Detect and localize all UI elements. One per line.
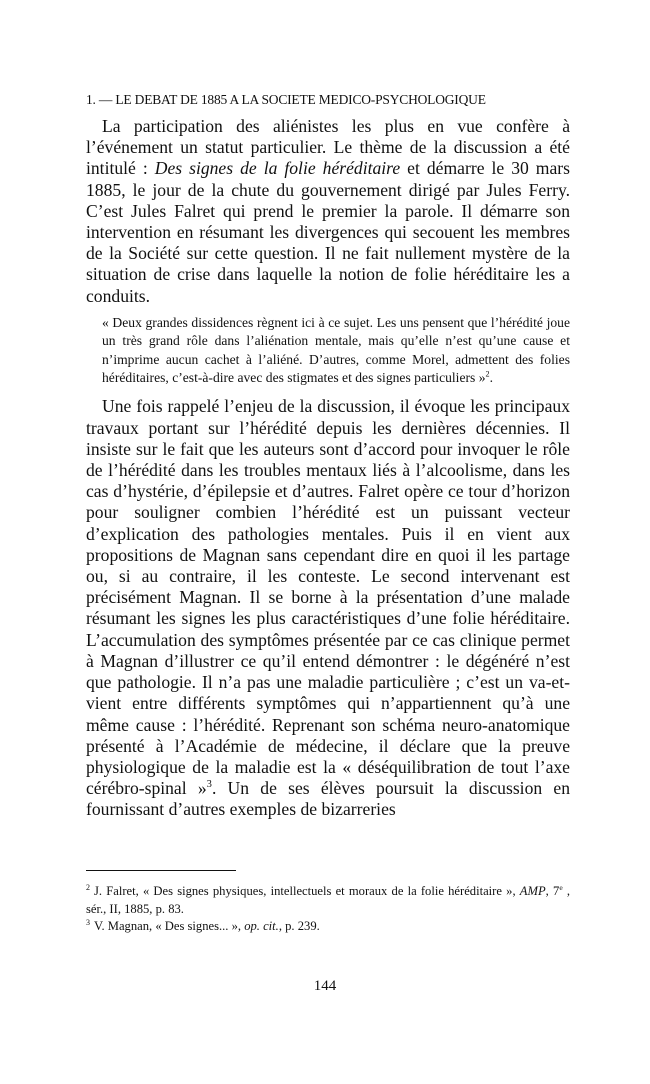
footnote-2-number: 2 bbox=[86, 882, 90, 892]
paragraph-2-text-before: Une fois rappelé l’enjeu de la discussion, il évoque les principaux travaux portant sur l’hérédité depuis les dernières décennies. Il insiste sur le fait que les auteurs sont d’accord pour invoquer le rôle de l’hérédité dans les troubles mentaux liés à l’alcoolisme, dans les cas d’hystérie, d’épilepsie et d’autres. Falret opère ce tour d’horizon pour souligner combien l’hérédité est un puissant vecteur d’explication des pathologies mentales. Puis il en vient aux propositions de Magnan sans cependant dire en quoi il les partage ou, si au contraire, il les conteste. Le second intervenant est précisément Magnan. Il se borne à la présentation d’une malade résumant les signes les plus caractéristiques d’une folie héréditaire. L’accumulation des symptômes présentée par ce cas clinique permet à Magnan d’illustrer ce qu’il entend démontrer : le dégénéré n’est que pathologie. Il n’a pas une maladie particulière ; c’est un va-et-vient entre différents symptômes qui n’appartiennent qu’à une même cause : l’hérédité. Reprenant son schéma neuro-anatomique présenté à l’Académie de médecine, il déclare que la preuve physiologique de la maladie est la « déséquilibration de tout l’axe cérébro-spinal » bbox=[86, 396, 570, 799]
block-quote bbox=[102, 314, 570, 388]
block-quote-text: « Deux grandes dissidences règnent ici à ce sujet. Les uns pensent que l’hérédité joue un très grand rôle dans l’aliénation mentale, mais qu’elle n’est qu’une cause et n’imprime aucun cachet à l’aliéné. D’autres, comme Morel, admettent des folies héréditaires, c’est-à-dire avec des stigmates et des signes particuliers » bbox=[102, 314, 570, 386]
paragraph-1 bbox=[86, 116, 570, 307]
footnote-2-journal: AMP bbox=[519, 884, 546, 898]
footnote-2-sup: e bbox=[559, 882, 563, 892]
footnote-2-after: , 7 bbox=[545, 884, 560, 898]
paragraph-2 bbox=[86, 396, 570, 820]
footnote-3-number: 3 bbox=[86, 917, 90, 927]
paragraph-1-text-after: et démarre le 30 mars 1885, le jour de la chute du gouvernement dirigé par Jules Ferry. C’est Jules Falret qui prend le premier la parole. Il démarre son intervention en résumant les divergences qui secouent les membres de la Société sur cette question. Il ne fait nullement mystère de la situation de crise dans laquelle la notion de folie héréditaire les a conduits. bbox=[86, 158, 570, 306]
footnote-3-after: , p. 239. bbox=[278, 919, 320, 933]
footnote-ref-3: 3 bbox=[206, 779, 212, 791]
footnote-3 bbox=[86, 918, 570, 936]
footnotes bbox=[86, 883, 570, 936]
footnote-2-rest: , sér., II, 1885, p. 83. bbox=[86, 884, 571, 916]
footnote-3-italic: op. cit. bbox=[244, 919, 279, 933]
footnote-divider bbox=[86, 870, 236, 871]
footnote-3-before: V. Magnan, « Des signes... », bbox=[94, 919, 245, 933]
paragraph-2-text-after: . Un de ses élèves poursuit la discussion en fournissant d’autres exemples de bizarreries bbox=[86, 778, 570, 820]
paragraph-1-text-before: La participation des aliénistes les plus en vue confère à l’événement un statut particulier. Le thème de la discussion a été intitulé : bbox=[86, 116, 570, 179]
footnote-2 bbox=[86, 883, 570, 918]
page-body bbox=[86, 92, 570, 821]
footnote-ref-2: 2 bbox=[485, 369, 490, 379]
block-quote-end: . bbox=[489, 370, 493, 386]
footnote-2-before: J. Falret, « Des signes physiques, intellectuels et moraux de la folie héréditaire », bbox=[94, 884, 520, 898]
section-heading: 1. — LE DEBAT DE 1885 A LA SOCIETE MEDICO-PSYCHOLOGIQUE bbox=[86, 92, 486, 107]
paragraph-1-italic-title: Des signes de la folie héréditaire bbox=[154, 158, 401, 179]
page-number: 144 bbox=[313, 978, 337, 994]
